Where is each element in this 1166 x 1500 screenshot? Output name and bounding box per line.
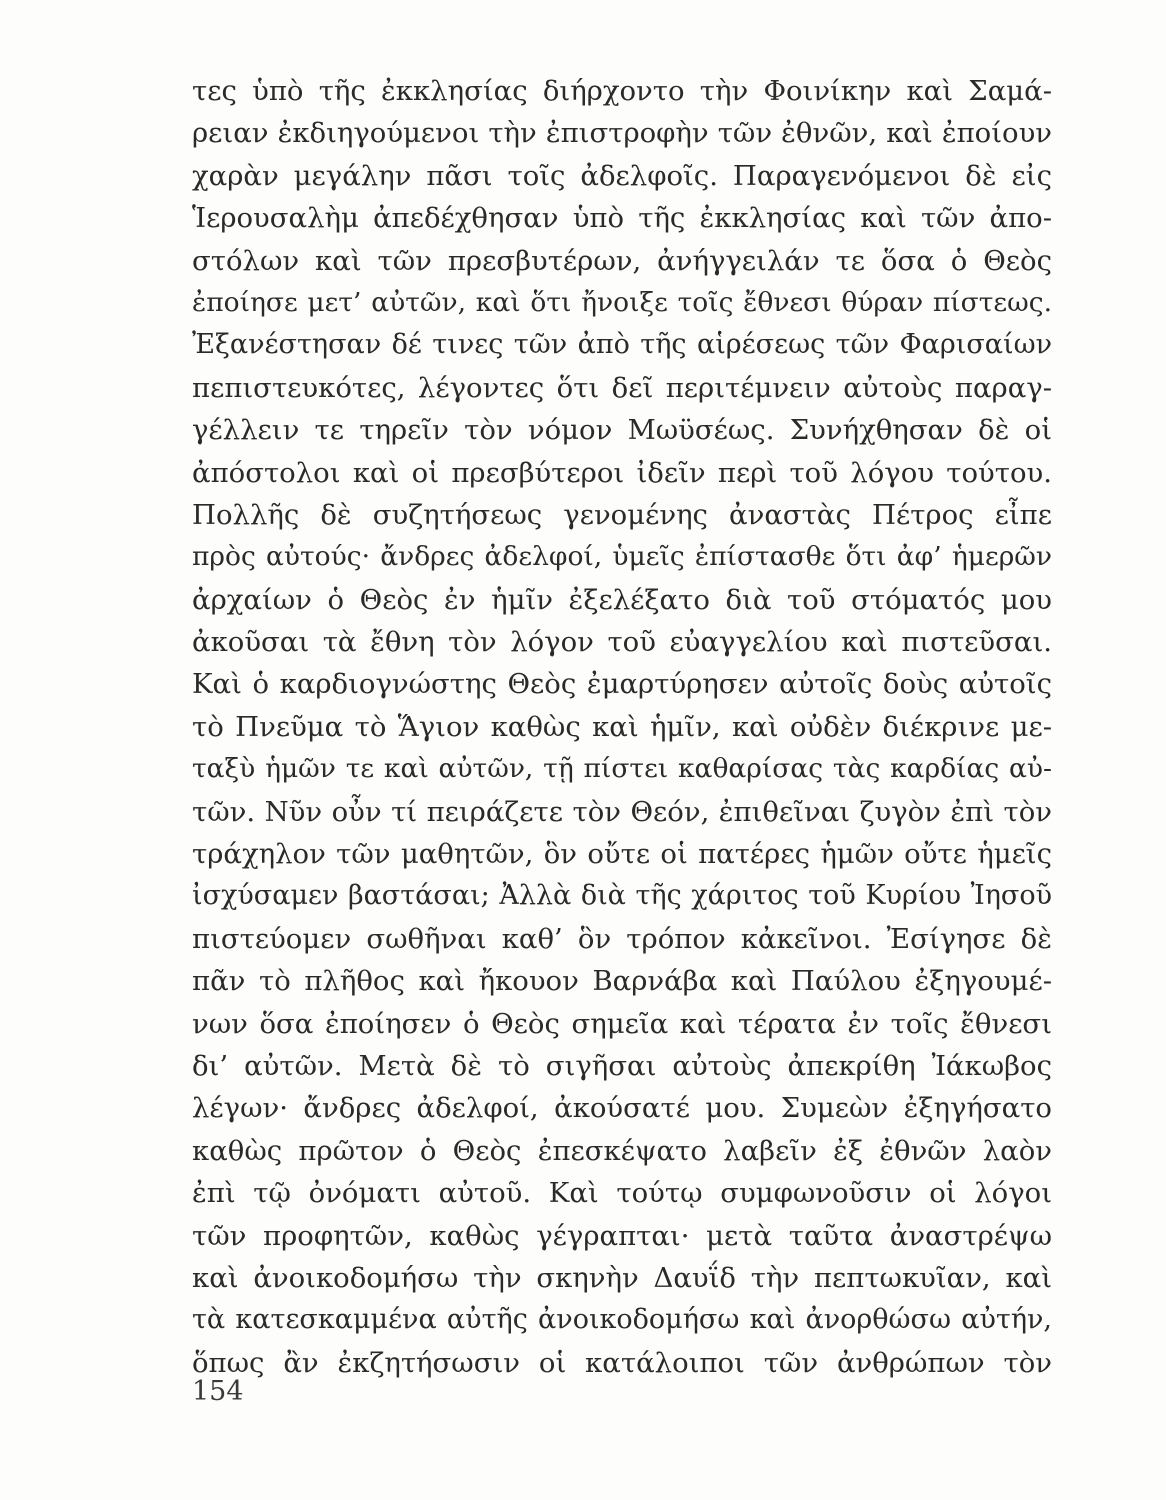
- text-line: ἐπὶ τῷ ὀνόματι αὐτοῦ. Καὶ τούτῳ συμφωνοῦσιν οἱ λόγοι: [192, 1177, 1052, 1210]
- text-line: πιστεύομεν σωθῆναι καθ’ ὃν τρόπον κἀκεῖνοι. Ἐσίγησε δὲ: [192, 922, 1052, 955]
- text-line: Καὶ ὁ καρδιογνώστης Θεὸς ἐμαρτύρησεν αὐτοῖς δοὺς αὐτοῖς: [192, 668, 1052, 701]
- text-line: τῶν προφητῶν, καθὼς γέγραπται· μετὰ ταῦτα ἀναστρέψω: [192, 1219, 1052, 1252]
- text-line: τράχηλον τῶν μαθητῶν, ὃν οὔτε οἱ πατέρες ἡμῶν οὔτε ἡμεῖς: [192, 838, 1052, 871]
- text-line: Πολλῆς δὲ συζητήσεως γενομένης ἀναστὰς Πέτρος εἶπε: [192, 498, 1052, 531]
- text-line: νων ὅσα ἐποίησεν ὁ Θεὸς σημεῖα καὶ τέρατα ἐν τοῖς ἔθνεσι: [192, 1007, 1052, 1040]
- text-line: Ἐξανέστησαν δέ τινες τῶν ἀπὸ τῆς αἱρέσεως τῶν Φαρισαίων: [192, 329, 1052, 361]
- text-line: ἀρχαίων ὁ Θεὸς ἐν ἡμῖν ἐξελέξατο διὰ τοῦ στόματός μου: [192, 583, 1052, 616]
- text-line: Ἱερουσαλὴμ ἀπεδέχθησαν ὑπὸ τῆς ἐκκλησίας καὶ τῶν ἀπο-: [192, 202, 1052, 235]
- page-number: 154: [192, 1376, 244, 1407]
- text-line: ἐποίησε μετ’ αὐτῶν, καὶ ὅτι ἤνοιξε τοῖς ἔθνεσι θύραν πίστεως.: [192, 286, 1052, 318]
- text-line: γέλλειν τε τηρεῖν τὸν νόμον Μωϋσέως. Συνήχθησαν δὲ οἱ: [192, 414, 1052, 447]
- text-line: τῶν. Νῦν οὖν τί πειράζετε τὸν Θεόν, ἐπιθεῖναι ζυγὸν ἐπὶ τὸν: [192, 795, 1052, 828]
- text-line: ταξὺ ἡμῶν τε καὶ αὐτῶν, τῇ πίστει καθαρίσας τὰς καρδίας αὐ-: [192, 753, 1052, 785]
- text-line: χαρὰν μεγάλην πᾶσι τοῖς ἀδελφοῖς. Παραγενόμενοι δὲ εἰς: [192, 159, 1052, 192]
- text-line: πᾶν τὸ πλῆθος καὶ ἤκουον Βαρνάβα καὶ Παύλου ἐξηγουμέ-: [192, 965, 1052, 998]
- text-line: λέγων· ἄνδρες ἀδελφοί, ἀκούσατέ μου. Συμεὼν ἐξηγήσατο: [192, 1092, 1052, 1125]
- text-line: ὅπως ἂν ἐκζητήσωσιν οἱ κατάλοιποι τῶν ἀνθρώπων τὸν: [192, 1346, 1052, 1379]
- text-line: καὶ ἀνοικοδομήσω τὴν σκηνὴν Δαυΐδ τὴν πεπτωκυῖαν, καὶ: [192, 1261, 1052, 1294]
- text-line: ἀπόστολοι καὶ οἱ πρεσβύτεροι ἰδεῖν περὶ τοῦ λόγου τούτου.: [192, 456, 1052, 489]
- text-line: πεπιστευκότες, λέγοντες ὅτι δεῖ περιτέμνειν αὐτοὺς παραγ-: [192, 371, 1052, 404]
- text-line: στόλων καὶ τῶν πρεσβυτέρων, ἀνήγγειλάν τε ὅσα ὁ Θεὸς: [192, 244, 1052, 277]
- text-line: τὸ Πνεῦμα τὸ Ἅγιον καθὼς καὶ ἡμῖν, καὶ οὐδὲν διέκρινε με-: [192, 710, 1052, 743]
- text-line: ἰσχύσαμεν βαστάσαι; Ἀλλὰ διὰ τῆς χάριτος τοῦ Κυρίου Ἰησοῦ: [192, 880, 1052, 912]
- body-text: [192, 70, 1052, 1384]
- text-line: δι’ αὐτῶν. Μετὰ δὲ τὸ σιγῆσαι αὐτοὺς ἀπεκρίθη Ἰάκωβος: [192, 1049, 1052, 1082]
- text-line: ἀκοῦσαι τὰ ἔθνη τὸν λόγον τοῦ εὐαγγελίου καὶ πιστεῦσαι.: [192, 626, 1052, 659]
- text-line: τὰ κατεσκαμμένα αὐτῆς ἀνοικοδομήσω καὶ ἀνορθώσω αὐτήν,: [192, 1304, 1052, 1336]
- text-line: τες ὑπὸ τῆς ἐκκλησίας διήρχοντο τὴν Φοινίκην καὶ Σαμά-: [192, 75, 1052, 107]
- text-line: ρειαν ἐκδιηγούμενοι τὴν ἐπιστροφὴν τῶν ἐθνῶν, καὶ ἐποίουν: [192, 117, 1052, 150]
- text-line: καθὼς πρῶτον ὁ Θεὸς ἐπεσκέψατο λαβεῖν ἐξ ἐθνῶν λαὸν: [192, 1134, 1052, 1167]
- text-line: πρὸς αὐτούς· ἄνδρες ἀδελφοί, ὑμεῖς ἐπίστασθε ὅτι ἀφ’ ἡμερῶν: [192, 541, 1052, 573]
